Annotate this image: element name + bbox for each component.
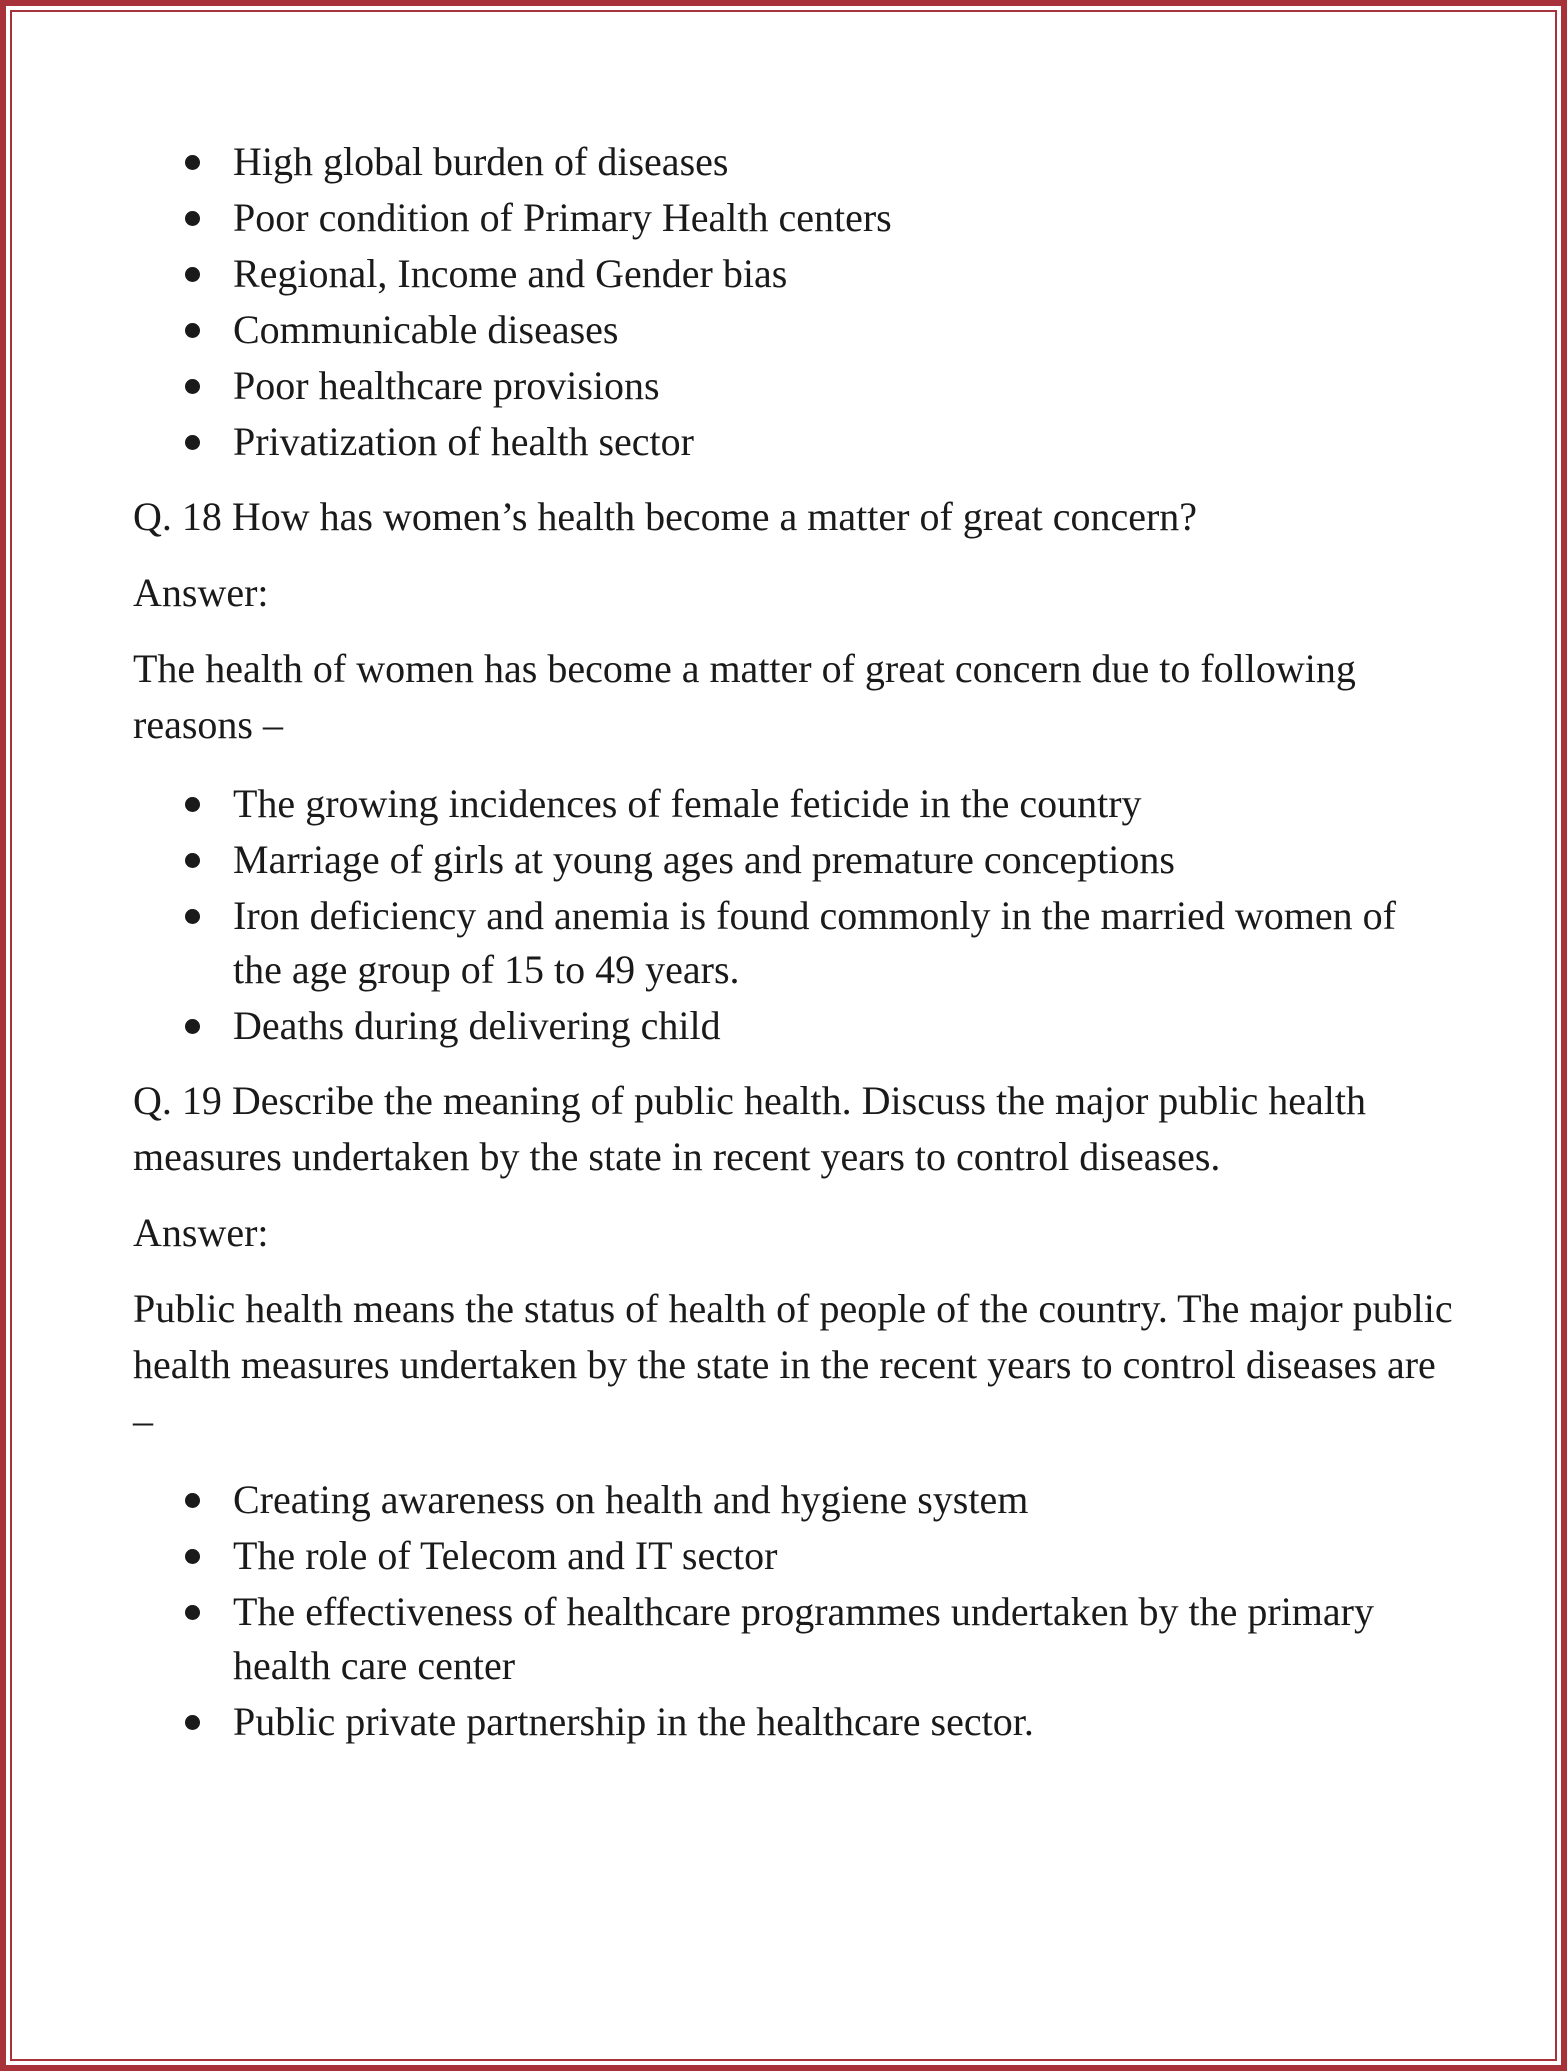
bullet-icon <box>185 909 200 924</box>
list-item: Communicable diseases <box>233 301 1433 357</box>
bullet-icon <box>185 1715 200 1730</box>
list-item: Marriage of girls at young ages and premature conceptions <box>233 831 1433 887</box>
list-item: Poor condition of Primary Health centers <box>233 189 1433 245</box>
answer-18-intro: The health of women has become a matter of great concern due to following reasons – <box>133 646 1356 747</box>
bullet-icon <box>185 1019 200 1034</box>
bullet-icon <box>185 1549 200 1564</box>
question-18: Q. 18 How has women’s health become a matter of great concern? <box>133 494 1198 539</box>
bullet-icon <box>185 379 200 394</box>
bullet-list-women-health <box>133 775 1433 1053</box>
list-item: Regional, Income and Gender bias <box>233 245 1433 301</box>
list-item: Public private partnership in the healthcare sector. <box>233 1693 1433 1749</box>
list-item: Deaths during delivering child <box>233 997 1433 1053</box>
list-item: Iron deficiency and anemia is found commonly in the married women of the age group of 15 to 49 years. <box>233 887 1403 997</box>
bullet-list-health-challenges <box>133 133 1433 469</box>
bullet-icon <box>185 323 200 338</box>
bullet-icon <box>185 1605 200 1620</box>
bullet-icon <box>185 853 200 868</box>
question-19: Q. 19 Describe the meaning of public health. Discuss the major public health measures undertaken by the state in recent years to control diseases. <box>133 1078 1367 1179</box>
list-item: Poor healthcare provisions <box>233 357 1433 413</box>
answer-label-19: Answer: <box>133 1210 269 1255</box>
bullet-icon <box>185 211 200 226</box>
bullet-icon <box>185 267 200 282</box>
list-item: The effectiveness of healthcare programmes undertaken by the primary health care center <box>233 1583 1403 1693</box>
bullet-icon <box>185 797 200 812</box>
answer-19-intro: Public health means the status of health of people of the country. The major public health measures undertaken by the state in the recent years to control diseases are – <box>133 1286 1453 1443</box>
bullet-list-public-health-measures <box>133 1471 1433 1749</box>
list-item: Privatization of health sector <box>233 413 1433 469</box>
bullet-icon <box>185 1493 200 1508</box>
answer-label-18: Answer: <box>133 570 269 615</box>
bullet-icon <box>185 435 200 450</box>
list-item: The growing incidences of female feticide in the country <box>233 775 1433 831</box>
list-item: High global burden of diseases <box>233 133 1433 189</box>
list-item: The role of Telecom and IT sector <box>233 1527 1433 1583</box>
list-item: Creating awareness on health and hygiene system <box>233 1471 1433 1527</box>
bullet-icon <box>185 155 200 170</box>
document-content <box>133 133 1453 1749</box>
